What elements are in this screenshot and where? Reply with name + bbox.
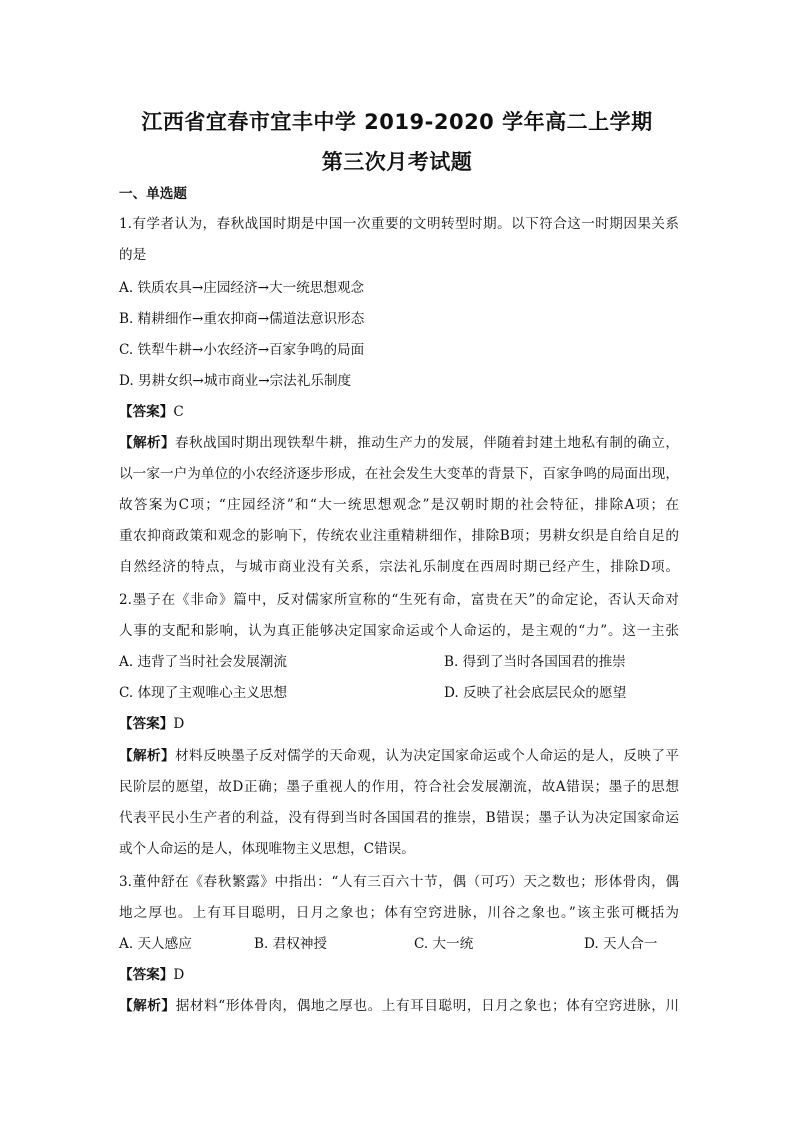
q1-analysis-line3: 故答案为C项；“庄园经济”和“大一统思想观念”是汉朝时期的社会特征，排除A项；在: [119, 497, 679, 513]
q3-option-a: A. 天人感应: [119, 936, 192, 952]
q1-stem-line1: 1.有学者认为，春秋战国时期是中国一次重要的文明转型时期。以下符合这一时期因果关系: [119, 216, 679, 232]
section-heading: 一、单选题: [119, 186, 187, 202]
q2-analysis-line3: 代表平民小生产者的利益，没有得到当时各国国君的推崇，B错误；墨子认为决定国家命运: [119, 810, 679, 826]
q2-analysis-line4: 或个人命运的是人，体现唯物主义思想，C错误。: [119, 841, 415, 857]
q1-analysis-line1: [119, 434, 679, 452]
q2-analysis-line2: 民阶层的愿望，故D正确；墨子重视人的作用，符合社会发展潮流，故A错误；墨子的思想: [119, 779, 679, 795]
q3-option-d: D. 天人合一: [584, 936, 658, 952]
analysis-text: 春秋战国时期出现铁犁牛耕，推动生产力的发展，伴随着封建土地私有制的确立，: [175, 435, 680, 451]
q1-option-d: D. 男耕女织→城市商业→宗法礼乐制度: [119, 373, 352, 389]
q2-option-a: A. 违背了当时社会发展潮流: [119, 654, 287, 670]
q1-analysis-line5: 自然经济的特点，与城市商业没有关系，宗法礼乐制度在西周时期已经产生，排除D项。: [119, 559, 679, 575]
answer-tag: 【答案】: [119, 716, 174, 732]
answer-value: C: [173, 404, 184, 420]
q1-option-b: B. 精耕细作→重农抑商→儒道法意识形态: [119, 311, 365, 327]
q2-answer: [119, 715, 679, 733]
q3-answer: [119, 966, 679, 984]
answer-tag: 【答案】: [119, 404, 174, 420]
q2-stem-line2: 人事的支配和影响，认为真正能够决定国家命运或个人命运的，是主观的“力”。这一主张: [119, 623, 679, 639]
analysis-text: 据材料“形体骨肉，偶地之厚也。上有耳目聪明，日月之象也；体有空窍进脉，川: [175, 998, 680, 1014]
q3-analysis-line1: [119, 997, 679, 1015]
analysis-tag: 【解析】: [119, 998, 176, 1014]
q3-stem-line2: 地之厚也。上有耳目聪明，日月之象也；体有空窍进脉，川谷之象也。”该主张可概括为: [119, 905, 679, 921]
analysis-tag: 【解析】: [119, 748, 176, 764]
exam-title-line2: 第三次月考试题: [321, 150, 473, 174]
exam-title-line1: 江西省宜春市宜丰中学 2019-2020 学年高二上学期: [141, 110, 653, 134]
q1-answer: [119, 403, 679, 421]
q2-option-b: B. 得到了当时各国国君的推崇: [444, 654, 626, 670]
q2-analysis-line1: [119, 747, 679, 765]
q1-option-a: A. 铁质农具→庄园经济→大一统思想观念: [119, 280, 365, 296]
q1-analysis-line2: 以一家一户为单位的小农经济逐步形成，在社会发生大变革的背景下，百家争鸣的局面出现，: [119, 466, 679, 482]
q1-analysis-line4: 重农抑商政策和观念的影响下，传统农业注重精耕细作，排除B项；男耕女织是自给自足的: [119, 528, 679, 544]
answer-value: D: [173, 716, 185, 732]
q2-stem-line1: 2.墨子在《非命》篇中，反对儒家所宣称的“生死有命，富贵在天”的命定论，否认天命对: [119, 592, 679, 608]
q2-option-d: D. 反映了社会底层民众的愿望: [444, 685, 627, 701]
q2-option-c: C. 体现了主观唯心主义思想: [119, 685, 288, 701]
q3-option-b: B. 君权神授: [254, 936, 328, 952]
q1-stem-line2: 的是: [119, 247, 147, 263]
q3-stem-line1: 3.董仲舒在《春秋繁露》中指出：“人有三百六十节，偶（可巧）天之数也；形体骨肉，偶: [119, 874, 679, 890]
answer-value: D: [173, 967, 185, 983]
answer-tag: 【答案】: [119, 967, 174, 983]
q1-option-c: C. 铁犁牛耕→小农经济→百家争鸣的局面: [119, 342, 365, 358]
analysis-text: 材料反映墨子反对儒学的天命观，认为决定国家命运或个人命运的是人，反映了平: [175, 748, 680, 764]
analysis-tag: 【解析】: [119, 435, 176, 451]
q3-option-c: C. 大一统: [414, 936, 474, 952]
